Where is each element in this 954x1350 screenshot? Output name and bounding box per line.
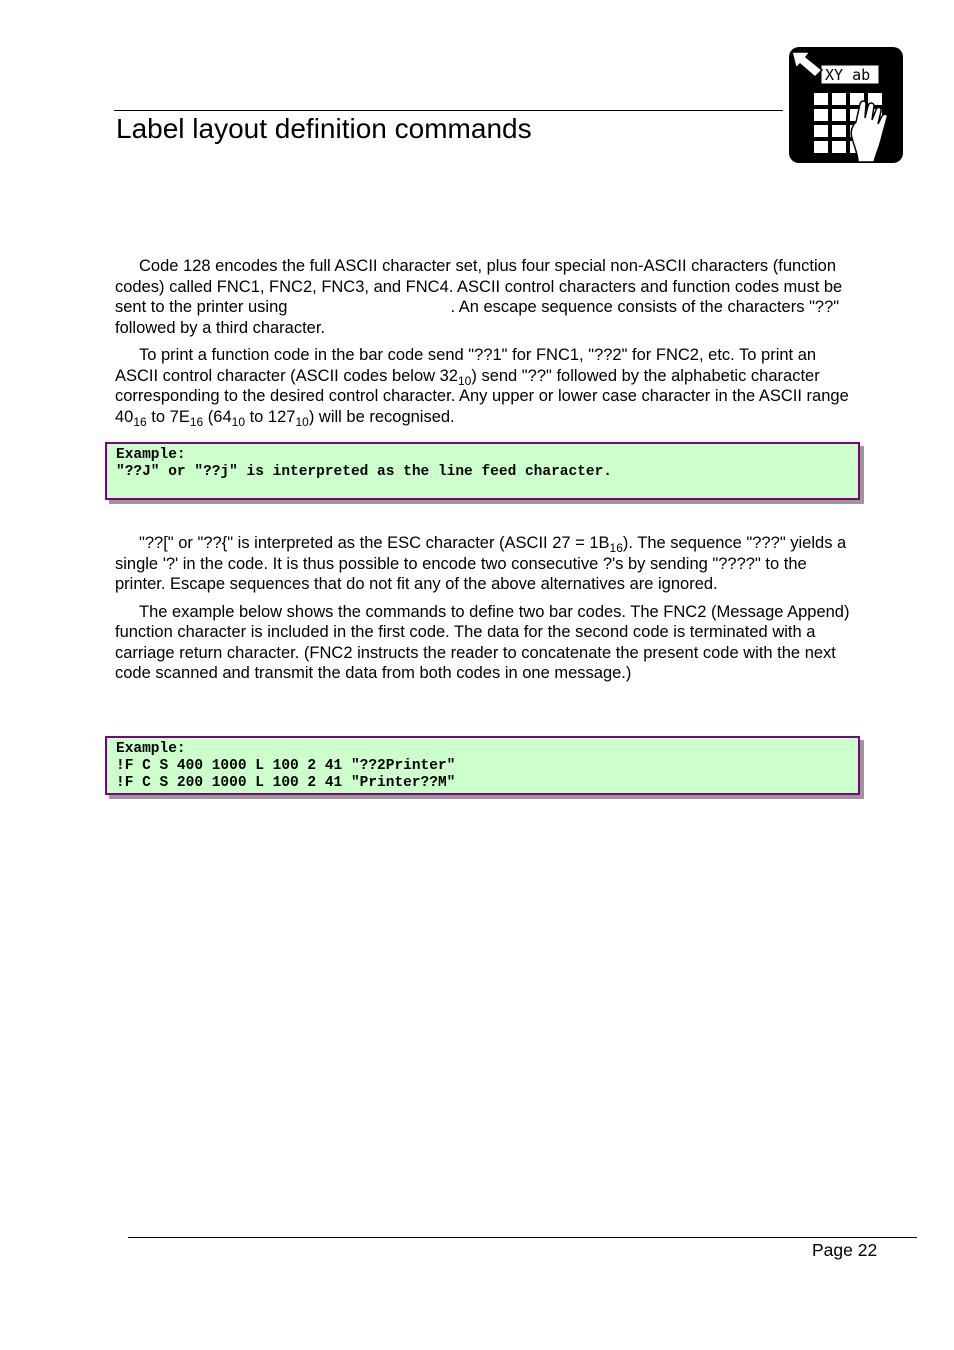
body-text-top (115, 256, 855, 427)
example-code-line: !F C S 400 1000 L 100 2 41 "??2Printer" (116, 758, 456, 774)
paragraph (115, 345, 855, 427)
subscript: 16 (133, 414, 147, 429)
subscript: 16 (189, 414, 204, 429)
paragraph-text: ) will be recognised. (308, 407, 455, 426)
subscript: 10 (458, 373, 472, 388)
example-label: Example: (116, 741, 186, 757)
subscript: 10 (231, 414, 245, 429)
example-box (105, 736, 860, 795)
example-code-line: !F C S 200 1000 L 100 2 41 "Printer??M" (116, 775, 456, 791)
page-title: Label layout definition commands (116, 113, 532, 144)
header-rule (114, 110, 783, 111)
paragraph-text: (64 (203, 407, 232, 426)
example-code-line: "??J" or "??j" is interpreted as the line feed character. (116, 464, 612, 480)
paragraph-text: Code 128 encodes the full ASCII character set, plus four special non-ASCII characters (function codes) called FNC1, FNC2, FNC3, and FNC4. ASCII control characters and function codes must be sent to the printer using (115, 257, 843, 316)
paragraph (115, 533, 855, 595)
paragraph-text: to 127 (245, 407, 296, 426)
paragraph-text: ) send "??" followed by the alphabetic character corresponding to the desired control character. Any upper or lower case character in the ASCII range 40 (115, 366, 849, 426)
subscript: 10 (295, 414, 309, 429)
paragraph: The example below shows the commands to define two bar codes. The FNC2 (Message Append) function character is included in the first code. The data for the second code is terminated with a carriage return character. (FNC2 instructs the reader to concatenate the present code with the next code scanned and transmit the data from both codes in one message.) (115, 602, 850, 682)
body-text-middle (115, 533, 855, 684)
paragraph (115, 256, 855, 338)
calculator-keypad-hand-icon (788, 46, 904, 164)
paragraph-text: To print a function code in the bar code send "??1" for FNC1, "??2" for FNC2, etc. To print an ASCII control character (ASCII codes below 32 (115, 346, 817, 385)
paragraph-text: . An escape sequence consists of the characters "??" followed by a third character. (115, 298, 840, 337)
page-number: Page 22 (812, 1240, 878, 1260)
subscript: 16 (609, 541, 623, 555)
example-label: Example: (116, 447, 186, 463)
paragraph-text: "??[" or "??{" is interpreted as the ESC character (ASCII 27 = 1B (139, 534, 610, 552)
logo-text: XY ab (825, 66, 871, 84)
paragraph-text: to 7E (146, 407, 190, 426)
example-box (105, 442, 860, 500)
paragraph-text: ). The sequence "???" yields a single '?' in the code. It is thus possible to encode two consecutive ?'s by sending "????" to the printer. Escape sequences that do not fit any of the above alternatives are ignored. (115, 534, 847, 593)
footer-rule (128, 1237, 917, 1238)
